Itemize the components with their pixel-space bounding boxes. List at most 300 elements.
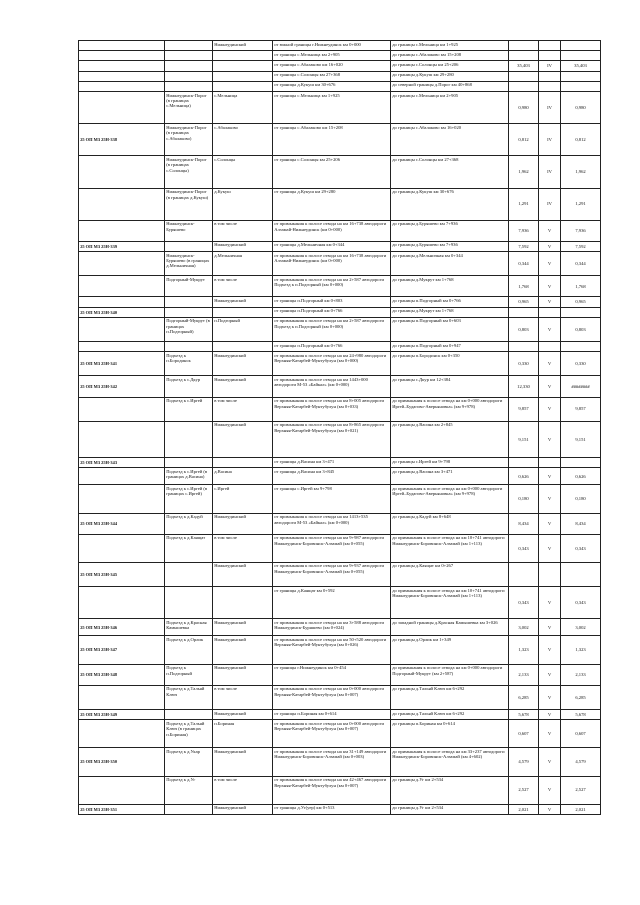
start-point-cell: от примыкания к полосе отвода на км 3+588 автодороги Нижнеудинск-Буряшево (км 0+024) xyxy=(273,619,391,636)
start-point-cell: от примыкания к полосе отвода на км 0+000 автодороги Верхняя-Катарбей-Мунтубулун (км 0+007) xyxy=(273,720,391,748)
category-cell: V xyxy=(539,776,561,804)
end-point-cell: до границы п.Бородинск км 0+350 xyxy=(391,352,509,376)
road-code-cell: 25 ОП МЗ 25Н-341 xyxy=(79,352,165,376)
road-code-cell: 25 ОП МЗ 25Н-340 xyxy=(79,307,165,317)
start-point-cell: от границы д.Мельничная км 0+344 xyxy=(273,241,391,251)
location-cell: Нижнеудинский xyxy=(213,562,273,586)
length-cell: 0,965 xyxy=(509,297,539,307)
start-point-cell: от примыкания к полосе отвода на км 0+000 автодороги Верхняя-Катарбей-Мунтубулун (км 0+007) xyxy=(273,685,391,709)
category-cell xyxy=(539,562,561,586)
total-length-cell: 1,962 xyxy=(561,156,601,188)
total-length-cell: 6,285 xyxy=(561,685,601,709)
road-name-cell: Подъезд к д.Уг xyxy=(165,776,213,804)
location-cell: в том числе xyxy=(213,534,273,562)
category-cell: V xyxy=(539,220,561,241)
road-name-cell xyxy=(165,421,213,457)
category-cell: IV xyxy=(539,188,561,220)
length-cell: 1,768 xyxy=(509,276,539,297)
table-row xyxy=(79,156,601,188)
end-point-cell: до примыкания к полосе отвода на км 0+000 автодороги Подгорный-Мукрут (км 2+587) xyxy=(391,664,509,685)
start-point-cell: от примыкания к полосе отвода на км 24+980 автодороги Верхняя-Катарбей-Мунтубулун (км 0+000) xyxy=(273,352,391,376)
table-row xyxy=(79,81,601,91)
road-code-cell: 25 ОП МЗ 25Н-349 xyxy=(79,710,165,720)
total-length-cell: 0,965 xyxy=(561,297,601,307)
road-code-cell xyxy=(79,91,165,123)
road-code-cell: 25 ОП МЗ 25Н-348 xyxy=(79,664,165,685)
table-row xyxy=(79,776,601,804)
road-name-cell: Нижнеудинск-Буряшево (в границах д.Мельничная) xyxy=(165,252,213,276)
location-cell: Нижнеудинский xyxy=(213,376,273,397)
location-cell: Нижнеудинский xyxy=(213,297,273,307)
table-row xyxy=(79,71,601,81)
total-length-cell xyxy=(561,81,601,91)
end-point-cell: до границы с.Абалаково км 15+208 xyxy=(391,51,509,61)
total-length-cell xyxy=(561,342,601,352)
start-point-cell: от примыкания к полосе отвода на км 2+587 автодороги Подъезд к п.Подгорный (км 0+000) xyxy=(273,317,391,341)
length-cell xyxy=(509,71,539,81)
location-cell xyxy=(213,307,273,317)
road-code-cell xyxy=(79,342,165,352)
end-point-cell: до границы д.Орлик км 1+349 xyxy=(391,636,509,664)
end-point-cell: до примыкания к полосе отвода на км 0+000 автодороги Иргей–Будагово-Аверьяновка» (км 9+978) xyxy=(391,397,509,421)
length-cell: 2,527 xyxy=(509,776,539,804)
table-row xyxy=(79,124,601,156)
road-name-cell: Подъезд к с.Дкур xyxy=(165,376,213,397)
road-name-cell: Нижнеудинск-Порог (в границах д.Кукуш) xyxy=(165,188,213,220)
road-name-cell xyxy=(165,241,213,251)
location-cell: в том числе xyxy=(213,685,273,709)
total-length-cell: 0,343 xyxy=(561,587,601,619)
end-point-cell: до северной границы д.Порог км 40+868 xyxy=(391,81,509,91)
start-point-cell: от границы п.Подгорный км 0+766 xyxy=(273,342,391,352)
length-cell: 9,857 xyxy=(509,397,539,421)
road-name-cell: Подъезд к с.Иргей (в границах с.Иргей) xyxy=(165,485,213,513)
table-row xyxy=(79,636,601,664)
start-point-cell: от границы с.Мельница км 2+905 xyxy=(273,51,391,61)
road-name-cell xyxy=(165,562,213,586)
table-row xyxy=(79,61,601,71)
table-row xyxy=(79,748,601,776)
length-cell: 0,626 xyxy=(509,468,539,485)
length-cell xyxy=(509,307,539,317)
total-length-cell: 0,330 xyxy=(561,352,601,376)
total-length-cell: ######## xyxy=(561,376,601,397)
road-name-cell: Нижнеудинск-Порог (в границах с.Мельница) xyxy=(165,91,213,123)
end-point-cell: до западной границы д.Красная Камышевка км 3+026 xyxy=(391,619,509,636)
length-cell: 0,180 xyxy=(509,485,539,513)
road-code-cell: 25 ОП МЗ 25Н-339 xyxy=(79,241,165,251)
length-cell: 5,678 xyxy=(509,710,539,720)
road-name-cell: Подъезд к п.Бородинск xyxy=(165,352,213,376)
start-point-cell: от границы с.Абалаково км 16+020 xyxy=(273,61,391,71)
road-name-cell xyxy=(165,457,213,467)
length-cell: 1,962 xyxy=(509,156,539,188)
table-row xyxy=(79,241,601,251)
length-cell xyxy=(509,457,539,467)
road-name-cell: Нижнеудинск-Порог (в границах с.Абалаково) xyxy=(165,124,213,156)
category-cell: V xyxy=(539,421,561,457)
road-code-cell xyxy=(79,156,165,188)
length-cell: 0,607 xyxy=(509,720,539,748)
total-length-cell: 0,343 xyxy=(561,534,601,562)
table-row xyxy=(79,513,601,534)
length-cell: 1,323 xyxy=(509,636,539,664)
road-name-cell: Подгорный-Мукрут (в границах п.Подгорный) xyxy=(165,317,213,341)
location-cell: с.Абалаково xyxy=(213,124,273,156)
location-cell: с.Солонцы xyxy=(213,156,273,188)
total-length-cell: 0,812 xyxy=(561,124,601,156)
road-name-cell: Подъезд к с.Иргей (в границах д.Васина) xyxy=(165,468,213,485)
road-name-cell xyxy=(165,71,213,81)
end-point-cell: до границы д.Мукрут км 1+768 xyxy=(391,307,509,317)
road-name-cell xyxy=(165,710,213,720)
length-cell: 9,151 xyxy=(509,421,539,457)
table-row xyxy=(79,307,601,317)
length-cell: 0,343 xyxy=(509,587,539,619)
total-length-cell: 0,980 xyxy=(561,91,601,123)
length-cell: 0,330 xyxy=(509,352,539,376)
total-length-cell xyxy=(561,71,601,81)
category-cell: V xyxy=(539,397,561,421)
road-name-cell: Подъезд к п.Подгорный xyxy=(165,664,213,685)
end-point-cell: до примыкания к полосе отвода на км 10+741 автодороги Нижнеудинск-Боровинск-Алзамай (км 1+113) xyxy=(391,534,509,562)
total-length-cell: 0,803 xyxy=(561,317,601,341)
road-code-cell xyxy=(79,685,165,709)
location-cell: п.Подгорный xyxy=(213,317,273,341)
end-point-cell: до границы д.Васина км 2+845 xyxy=(391,421,509,457)
total-length-cell: 8,434 xyxy=(561,513,601,534)
location-cell xyxy=(213,81,273,91)
start-point-cell: от границы д.Уг(уер) км 0+513 xyxy=(273,804,391,814)
road-code-cell xyxy=(79,485,165,513)
road-name-cell: Подъезд к д.Тальяй Ключ (в границах п.Бориная) xyxy=(165,720,213,748)
category-cell: IV xyxy=(539,156,561,188)
road-code-cell: 25 ОП МЗ 25Н-350 xyxy=(79,748,165,776)
location-cell: в том числе xyxy=(213,276,273,297)
table-row xyxy=(79,352,601,376)
length-cell xyxy=(509,51,539,61)
road-code-cell xyxy=(79,297,165,307)
category-cell: V xyxy=(539,297,561,307)
total-length-cell: 1,768 xyxy=(561,276,601,297)
length-cell: 12,330 xyxy=(509,376,539,397)
end-point-cell: до границы д.Тальяй Ключ км 6+292 xyxy=(391,685,509,709)
start-point-cell: от границы д.Васина км 3+845 xyxy=(273,468,391,485)
location-cell: Нижнеудинский xyxy=(213,710,273,720)
road-code-cell xyxy=(79,252,165,276)
end-point-cell: до границы д.Тальяй Ключ км 6+292 xyxy=(391,710,509,720)
road-code-cell: 25 ОП МЗ 25Н-351 xyxy=(79,804,165,814)
location-cell xyxy=(213,61,273,71)
start-point-cell: от границы с.Абалаково км 15+208 xyxy=(273,124,391,156)
location-cell: д.Кукуш xyxy=(213,188,273,220)
total-length-cell: 9,857 xyxy=(561,397,601,421)
table-row xyxy=(79,342,601,352)
road-name-cell xyxy=(165,41,213,51)
table-row xyxy=(79,188,601,220)
end-point-cell: до границы с.Солонцы км 27+368 xyxy=(391,156,509,188)
road-name-cell xyxy=(165,587,213,619)
category-cell: V xyxy=(539,720,561,748)
table-row xyxy=(79,720,601,748)
location-cell: Нижнеудинский xyxy=(213,41,273,51)
category-cell xyxy=(539,457,561,467)
start-point-cell: от примыкания к полосе отвода на км 8+005 автодороги Верхняя-Катарбей-Мунтубулун (км 0+033) xyxy=(273,397,391,421)
end-point-cell: до границы д.Уг км 2+534 xyxy=(391,804,509,814)
end-point-cell: до границы п.Подгорный км 0+603 xyxy=(391,317,509,341)
location-cell: с.Иргей xyxy=(213,485,273,513)
road-name-cell: Нижнеудинск-Буряшево xyxy=(165,220,213,241)
category-cell: V xyxy=(539,748,561,776)
road-name-cell: Подъезд к д.Орлик xyxy=(165,636,213,664)
length-cell: 7,592 xyxy=(509,241,539,251)
table-row xyxy=(79,664,601,685)
category-cell: V xyxy=(539,485,561,513)
total-length-cell: 1,323 xyxy=(561,636,601,664)
length-cell: 7,936 xyxy=(509,220,539,241)
road-name-cell: Подъезд к д.Красная Камышевка xyxy=(165,619,213,636)
location-cell: Нижнеудинский xyxy=(213,352,273,376)
end-point-cell: до границы с.Мельница км 2+905 xyxy=(391,91,509,123)
end-point-cell: до примыкания к полосе отвода на км 10+741 автодороги Нижнеудинск-Боровинск-Алзамай (км 1+113) xyxy=(391,587,509,619)
end-point-cell: до границы с.Иргей км 9+798 xyxy=(391,457,509,467)
total-length-cell: 2,021 xyxy=(561,804,601,814)
total-length-cell: 0,344 xyxy=(561,252,601,276)
start-point-cell: от примыкания к полосе отвода на км 1413+535 автодороги М-53 «Байкал» (км 0+000) xyxy=(273,513,391,534)
length-cell: 0,803 xyxy=(509,317,539,341)
road-name-cell: Подъезд к д.Кадуй xyxy=(165,513,213,534)
category-cell: V xyxy=(539,352,561,376)
start-point-cell: от примыкания к полосе отвода на км 8+865 автодороги Верхняя-Катарбей-Мунтубулун (км 0+021) xyxy=(273,421,391,457)
start-point-cell: от границы д.Каящат км 0+592 xyxy=(273,587,391,619)
road-code-cell xyxy=(79,397,165,421)
road-code-cell xyxy=(79,468,165,485)
location-cell: в том числе xyxy=(213,220,273,241)
table-row xyxy=(79,619,601,636)
total-length-cell: 35,403 xyxy=(561,61,601,71)
category-cell: V xyxy=(539,534,561,562)
table-row xyxy=(79,421,601,457)
road-name-cell xyxy=(165,804,213,814)
category-cell xyxy=(539,81,561,91)
location-cell: Нижнеудинский xyxy=(213,619,273,636)
location-cell xyxy=(213,587,273,619)
category-cell: V xyxy=(539,241,561,251)
location-cell: Нижнеудинский xyxy=(213,421,273,457)
road-code-cell xyxy=(79,587,165,619)
length-cell xyxy=(509,81,539,91)
road-code-cell: 25 ОП МЗ 25Н-342 xyxy=(79,376,165,397)
road-name-cell: Подъезд к д.Каящат xyxy=(165,534,213,562)
road-code-cell xyxy=(79,421,165,457)
table-row xyxy=(79,220,601,241)
start-point-cell: от границы с.Солонцы км 27+368 xyxy=(273,71,391,81)
start-point-cell: от границы с.Иргей км 9+798 xyxy=(273,485,391,513)
road-code-cell xyxy=(79,276,165,297)
road-code-cell: 25 ОП МЗ 25Н-347 xyxy=(79,636,165,664)
category-cell: V xyxy=(539,468,561,485)
total-length-cell xyxy=(561,51,601,61)
category-cell xyxy=(539,51,561,61)
table-row xyxy=(79,804,601,814)
table-row xyxy=(79,297,601,307)
end-point-cell: до границы с.Дкур км 12+384 xyxy=(391,376,509,397)
table-row xyxy=(79,587,601,619)
start-point-cell: от границы п.Подгорный км 0+803 xyxy=(273,297,391,307)
end-point-cell: до границы с.Солонцы км 25+206 xyxy=(391,61,509,71)
table-row xyxy=(79,91,601,123)
start-point-cell: от примыкания к полосе отвода на км 42+467 автодороги Верхняя-Катарбей-Мунтубулун (км 0+007) xyxy=(273,776,391,804)
location-cell: Нижнеудинский xyxy=(213,513,273,534)
length-cell xyxy=(509,342,539,352)
category-cell: V xyxy=(539,636,561,664)
road-name-cell: Подъезд к д.Тальяй Ключ xyxy=(165,685,213,709)
road-name-cell xyxy=(165,297,213,307)
road-name-cell xyxy=(165,81,213,91)
table-row xyxy=(79,457,601,467)
road-code-cell xyxy=(79,776,165,804)
total-length-cell: 4,579 xyxy=(561,748,601,776)
total-length-cell: 5,678 xyxy=(561,710,601,720)
category-cell: IV xyxy=(539,91,561,123)
end-point-cell: до границы д.Буряшево км 7+936 xyxy=(391,220,509,241)
length-cell: 3,002 xyxy=(509,619,539,636)
road-name-cell: Подъезд к с.Иргей xyxy=(165,397,213,421)
location-cell: в том числе xyxy=(213,397,273,421)
end-point-cell: до границы п.Бориная км 0+614 xyxy=(391,720,509,748)
category-cell: V xyxy=(539,276,561,297)
category-cell: V xyxy=(539,710,561,720)
category-cell: V xyxy=(539,376,561,397)
length-cell: 2,021 xyxy=(509,804,539,814)
start-point-cell: от примыкания к полосе отвода на км 9+987 автодороги Нижнеудинск-Боровинск-Алзамай (км 0+055) xyxy=(273,534,391,562)
length-cell: 35,403 xyxy=(509,61,539,71)
end-point-cell: до границы д.Уг км 2+534 xyxy=(391,776,509,804)
total-length-cell xyxy=(561,41,601,51)
road-code-cell xyxy=(79,720,165,748)
location-cell xyxy=(213,457,273,467)
end-point-cell: до границы д.Васина км 3+471 xyxy=(391,468,509,485)
table-row xyxy=(79,41,601,51)
table-row xyxy=(79,710,601,720)
start-point-cell: от границы п.Бориная км 0+614 xyxy=(273,710,391,720)
location-cell xyxy=(213,51,273,61)
road-code-cell xyxy=(79,41,165,51)
total-length-cell: 0,626 xyxy=(561,468,601,485)
table-row xyxy=(79,276,601,297)
category-cell: V xyxy=(539,252,561,276)
category-cell: V xyxy=(539,685,561,709)
category-cell: IV xyxy=(539,124,561,156)
end-point-cell: до границы д.Мукрут км 1+768 xyxy=(391,276,509,297)
table-row xyxy=(79,51,601,61)
road-code-cell: 25 ОП МЗ 25Н-338 xyxy=(79,124,165,156)
category-cell xyxy=(539,342,561,352)
end-point-cell: до границы д.Мельничная км 0+344 xyxy=(391,252,509,276)
location-cell: с.Мельница xyxy=(213,91,273,123)
road-code-cell xyxy=(79,317,165,341)
total-length-cell: 2,527 xyxy=(561,776,601,804)
total-length-cell: 7,592 xyxy=(561,241,601,251)
location-cell: д.Мельничная xyxy=(213,252,273,276)
road-code-cell xyxy=(79,71,165,81)
road-code-cell: 25 ОП МЗ 25Н-345 xyxy=(79,562,165,586)
length-cell: 8,434 xyxy=(509,513,539,534)
location-cell: Нижнеудинский xyxy=(213,636,273,664)
road-code-cell xyxy=(79,220,165,241)
total-length-cell xyxy=(561,307,601,317)
table-row xyxy=(79,534,601,562)
start-point-cell: от примыкания к полосе отвода на км 16+738 автодороги Алзамай-Нижнеудинск (км 0+000) xyxy=(273,220,391,241)
start-point-cell: от границы п.Подгорный км 0+766 xyxy=(273,307,391,317)
category-cell: V xyxy=(539,804,561,814)
location-cell: Нижнеудинский xyxy=(213,241,273,251)
location-cell: п.Бориная xyxy=(213,720,273,748)
table-row xyxy=(79,562,601,586)
start-point-cell: от примыкания к полосе отвода на км 50+520 автодороги Верхняя-Катарбей-Мунтубулун (км 0+026) xyxy=(273,636,391,664)
category-cell: V xyxy=(539,587,561,619)
length-cell: 2,133 xyxy=(509,664,539,685)
register-table xyxy=(78,40,601,815)
road-code-cell xyxy=(79,61,165,71)
start-point-cell: от границы д.Васина км 3+471 xyxy=(273,457,391,467)
location-cell: д.Васина xyxy=(213,468,273,485)
length-cell: 4,579 xyxy=(509,748,539,776)
road-name-cell xyxy=(165,61,213,71)
location-cell: Нижнеудинский xyxy=(213,804,273,814)
total-length-cell: 3,002 xyxy=(561,619,601,636)
road-name-cell: Нижнеудинск-Порог (в границах с.Солонцы) xyxy=(165,156,213,188)
length-cell: 6,285 xyxy=(509,685,539,709)
length-cell: 1,291 xyxy=(509,188,539,220)
end-point-cell: до границы д.Кукуш км 29+280 xyxy=(391,71,509,81)
total-length-cell xyxy=(561,457,601,467)
end-point-cell: до примыкания к полосе отвода на км 0+000 автодороги Иргей–Будагово-Аверьяновка» (км 9+978) xyxy=(391,485,509,513)
length-cell: 0,980 xyxy=(509,91,539,123)
start-point-cell: от границы д.Кукуш км 30+676 xyxy=(273,81,391,91)
road-code-cell xyxy=(79,188,165,220)
location-cell xyxy=(213,71,273,81)
start-point-cell: от примыкания к полосе отвода на км 31+149 автодороги Нижнеудинск-Боровинск-Алзамай (км 0+003) xyxy=(273,748,391,776)
road-code-cell: 25 ОП МЗ 25Н-344 xyxy=(79,513,165,534)
road-code-cell: 25 ОП МЗ 25Н-343 xyxy=(79,457,165,467)
road-code-cell xyxy=(79,81,165,91)
category-cell xyxy=(539,41,561,51)
start-point-cell: от примыкания к полосе отвода на км 16+738 автодороги Алзамай-Нижнеудинск (км 0+000) xyxy=(273,252,391,276)
road-register-table xyxy=(78,40,600,815)
road-name-cell xyxy=(165,51,213,61)
table-row xyxy=(79,397,601,421)
start-point-cell: от границы г.Нижнеудинск км 0+454 xyxy=(273,664,391,685)
location-cell xyxy=(213,342,273,352)
end-point-cell: до границы д.Каящат км 0+267 xyxy=(391,562,509,586)
end-point-cell: до границы с.Мельница км 1+925 xyxy=(391,41,509,51)
length-cell: 0,343 xyxy=(509,534,539,562)
end-point-cell: до границы д.Буряшево км 7+936 xyxy=(391,241,509,251)
table-row xyxy=(79,376,601,397)
road-code-cell: 25 ОП МЗ 25Н-346 xyxy=(79,619,165,636)
road-name-cell xyxy=(165,307,213,317)
total-length-cell: 7,936 xyxy=(561,220,601,241)
start-point-cell: от примыкания к полосе отвода на км 2+587 автодороги Подъезд к п.Подгорный (км 0+000) xyxy=(273,276,391,297)
total-length-cell: 0,607 xyxy=(561,720,601,748)
total-length-cell: 9,151 xyxy=(561,421,601,457)
start-point-cell: от примыкания к полосе отвода на км 1443+000 автодороги М-53 «Байкал» (км 0+000) xyxy=(273,376,391,397)
end-point-cell: до границы с.Абалаково км 16+020 xyxy=(391,124,509,156)
length-cell xyxy=(509,562,539,586)
category-cell xyxy=(539,307,561,317)
location-cell: Нижнеудинский xyxy=(213,664,273,685)
